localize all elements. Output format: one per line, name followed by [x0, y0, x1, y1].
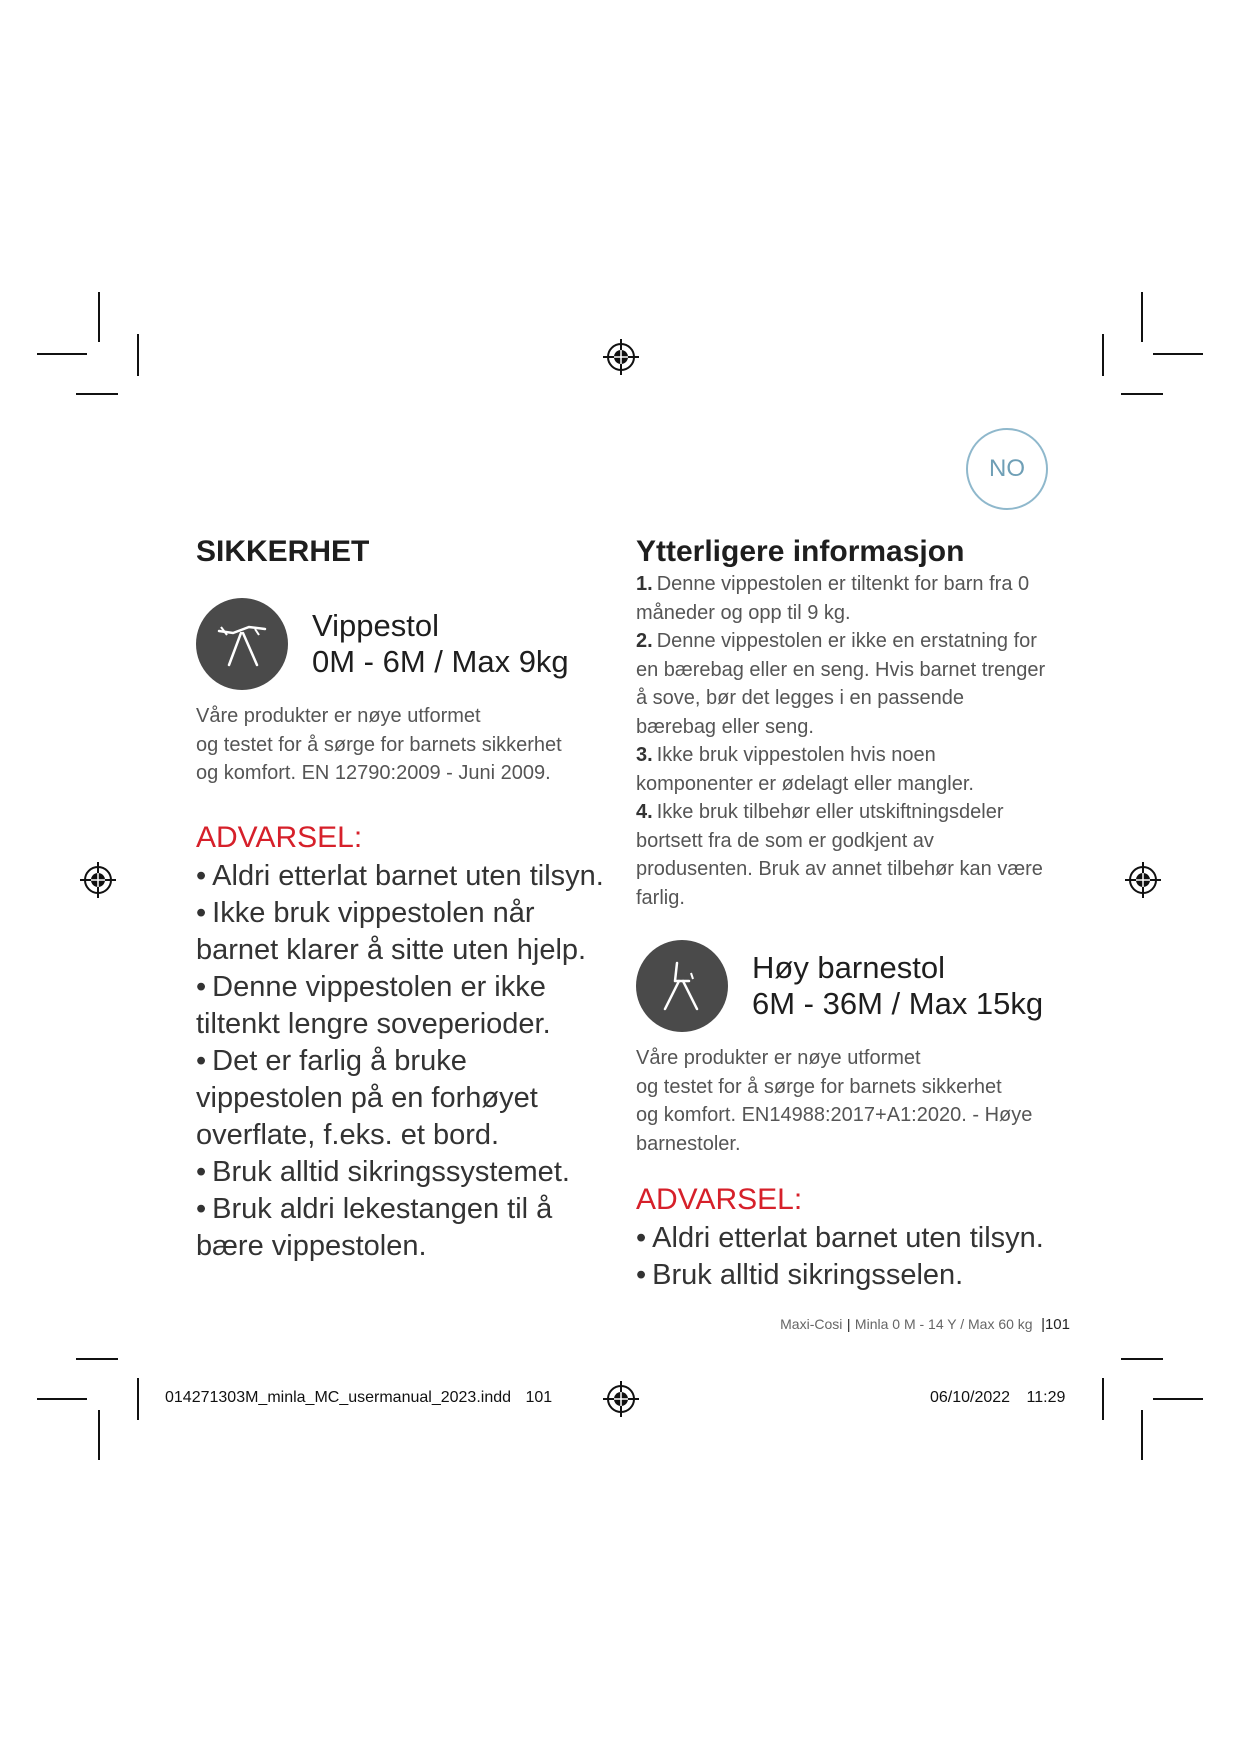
crop-mark — [98, 292, 100, 342]
info-list — [636, 570, 1048, 912]
page-footer — [780, 1316, 1070, 1334]
warning-list — [196, 858, 606, 1265]
right-column — [636, 534, 1048, 1294]
intro-line: barnestoler. — [636, 1132, 741, 1155]
crop-mark — [137, 334, 139, 376]
registration-mark-icon — [80, 862, 116, 898]
warning-item: • Ikke bruk vippestolen når barnet klarer å sitte uten hjelp. — [196, 896, 587, 966]
crop-mark — [1121, 1358, 1163, 1360]
intro-line: og komfort. EN 12790:2009 - Juni 2009. — [196, 762, 551, 784]
crop-mark — [1153, 1398, 1203, 1400]
intro-line: Våre produkter er nøye utformet — [636, 1047, 921, 1069]
product-header — [636, 940, 1048, 1032]
product-title — [312, 608, 569, 680]
crop-mark — [76, 1358, 118, 1360]
warning-item: • Bruk alltid sikringssystemet. — [196, 1155, 570, 1188]
crop-mark — [137, 1378, 139, 1420]
crop-mark — [37, 1398, 87, 1400]
section-title: SIKKERHET — [196, 535, 370, 568]
warning-title: ADVARSEL: — [196, 820, 363, 854]
registration-mark-icon — [1125, 862, 1161, 898]
warning-item: • Bruk alltid sikringsselen. — [636, 1259, 964, 1291]
product-intro — [636, 1044, 1048, 1158]
slug-page: 101 — [525, 1389, 553, 1406]
warning-item: • Aldri etterlat barnet uten tilsyn. — [636, 1222, 1044, 1254]
crop-mark — [76, 393, 118, 395]
slug-date: 06/10/2022 — [930, 1389, 1011, 1406]
info-item: 2. Denne vippestolen er ikke en erstatning for en bærebag eller en seng. Hvis barnet trenger å sove, bør det legges i en passende bærebag eller seng. — [636, 630, 1046, 738]
info-title: Ytterligere informasjon — [636, 535, 965, 568]
warning-item: • Bruk aldri lekestangen til å bære vippestolen. — [196, 1192, 553, 1262]
warning-title: ADVARSEL: — [636, 1183, 803, 1216]
product-title — [752, 950, 1043, 1022]
footer-brand: Maxi-Cosi — [780, 1316, 843, 1332]
crop-mark — [1141, 292, 1143, 342]
page-number: 101 — [1044, 1316, 1070, 1333]
slug-time: 11:29 — [1026, 1389, 1066, 1406]
crop-mark — [1102, 334, 1104, 376]
footer-separator: | — [846, 1316, 851, 1332]
footer-separator: | — [1041, 1316, 1045, 1333]
product-header — [196, 598, 606, 690]
slug-filename: 014271303M_minla_MC_usermanual_2023.indd — [165, 1389, 512, 1406]
crop-mark — [1121, 393, 1163, 395]
info-item: 4. Ikke bruk tilbehør eller utskiftningsdeler bortsett fra de som er godkjent av produsenten. Bruk av annet tilbehør kan være farlig. — [636, 801, 1043, 909]
intro-line: og testet for å sørge for barnets sikkerhet — [196, 733, 562, 756]
info-item: 1. Denne vippestolen er tiltenkt for barn fra 0 måneder og opp til 9 kg. — [636, 573, 1030, 624]
crop-mark — [1153, 353, 1203, 355]
registration-mark-icon — [603, 339, 639, 375]
slug-datetime — [930, 1389, 1065, 1407]
product-spec: 0M - 6M / Max 9kg — [312, 644, 569, 679]
footer-model: Minla 0 M - 14 Y / Max 60 kg — [854, 1316, 1033, 1332]
warning-list — [636, 1220, 1048, 1294]
product-name: Vippestol — [312, 608, 439, 643]
crop-mark — [1141, 1410, 1143, 1460]
crop-mark — [1102, 1378, 1104, 1420]
product-intro — [196, 702, 606, 788]
product-spec: 6M - 36M / Max 15kg — [752, 986, 1044, 1021]
warning-item: • Denne vippestolen er ikke tiltenkt lengre soveperioder. — [196, 970, 551, 1040]
intro-line: Våre produkter er nøye utformet — [196, 705, 481, 727]
slug-file — [165, 1389, 552, 1407]
left-column — [196, 534, 606, 1265]
crop-mark — [37, 353, 87, 355]
bouncer-chair-icon — [196, 598, 288, 690]
crop-mark — [98, 1410, 100, 1460]
registration-mark-icon — [603, 1381, 639, 1417]
product-name: Høy barnestol — [752, 950, 945, 985]
intro-line: og testet for å sørge for barnets sikkerhet — [636, 1075, 1002, 1098]
intro-line: og komfort. EN14988:2017+A1:2020. - Høye — [636, 1104, 1033, 1126]
info-item: 3. Ikke bruk vippestolen hvis noen komponenter er ødelagt eller mangler. — [636, 744, 974, 795]
warning-item: • Det er farlig å bruke vippestolen på en forhøyet overflate, f.eks. et bord. — [196, 1044, 538, 1151]
warning-item: • Aldri etterlat barnet uten tilsyn. — [196, 859, 604, 892]
language-badge: NO — [966, 428, 1048, 510]
high-chair-icon — [636, 940, 728, 1032]
